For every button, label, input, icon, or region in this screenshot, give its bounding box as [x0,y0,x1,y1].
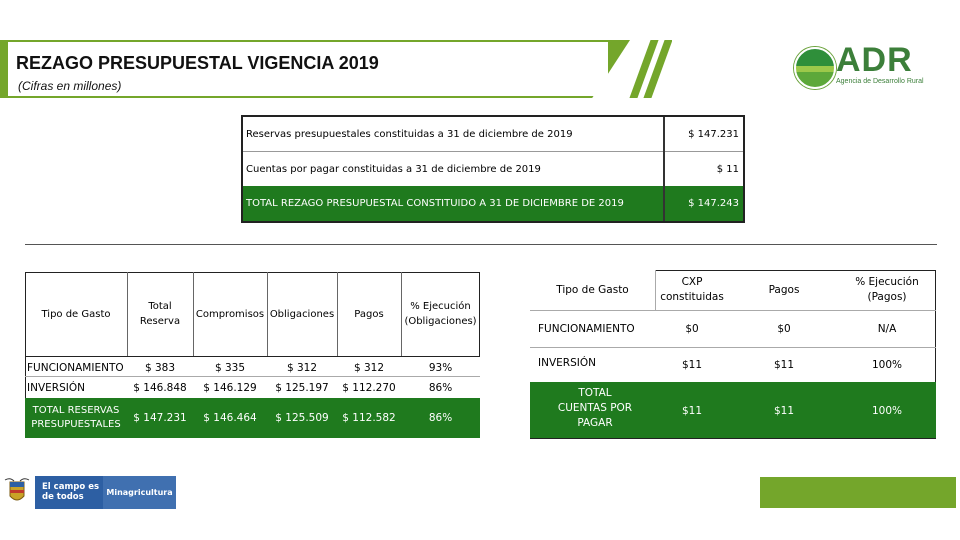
page-title: REZAGO PRESUPUESTAL VIGENCIA 2019 [16,53,379,73]
table-row-cell: FUNCIONAMIENTO [27,362,124,374]
total-row-cell: $11 [681,405,703,417]
footer-government-logo [2,476,176,509]
table-row-cell: INVERSIÓN [538,357,596,369]
table-row-cell: $ 312 [353,362,385,374]
summary-row-cuentas [243,152,743,186]
summary-value: $ 147.231 [688,128,739,140]
summary-label: TOTAL REZAGO PRESUPUESTAL CONSTITUIDO A 31 DE DICIEMBRE DE 2019 [246,198,624,209]
table-row-cell: $ 112.270 [342,382,396,394]
cxp-table [530,270,936,438]
col-header-total-reserva: Total Reserva [139,301,181,327]
summary-value: $ 11 [716,163,739,175]
campo-slogan: El campo es de todos [35,476,103,509]
table-row-cell: $11 [773,358,795,371]
reservas-table [25,272,480,438]
summary-table [241,115,745,223]
table-row-cell: $11 [681,358,703,371]
table-row-cell: $ 312 [286,362,318,374]
logo-tagline: Agencia de Desarrollo Rural [836,78,924,85]
total-row-cell: $11 [773,405,795,417]
total-row-cell: $ 146.464 [203,412,257,424]
logo-brand: ADR [836,41,913,79]
table-row-cell: $ 383 [144,362,176,374]
total-row-cell: 100% [871,405,903,417]
table-row-cell: $ 335 [214,362,246,374]
table-row-cell: 93% [428,362,453,374]
summary-value: $ 147.243 [688,198,739,209]
ministry-label: Minagricultura [103,476,176,509]
total-row-cell: $ 147.231 [133,412,187,424]
col-header-pagos: Pagos [354,308,384,320]
summary-row-reservas [243,117,743,151]
table-row-cell: $ 146.129 [203,382,257,394]
table-row-cell: FUNCIONAMIENTO [538,322,635,335]
cxp-col-header-constituidas: CXP constituidas [660,276,724,303]
coat-of-arms-icon [2,476,32,509]
col-header-ejecucion: % Ejecución (Obligaciones) [404,301,477,327]
summary-label: Cuentas por pagar constituidas a 31 de diciembre de 2019 [246,163,541,175]
table-row-cell: $0 [685,322,699,335]
total-row-cell: 86% [428,412,453,424]
table-row-cell: $ 146.848 [133,382,187,394]
footer-accent-bar [760,477,956,508]
summary-label: Reservas presupuestales constituidas a 31 de diciembre de 2019 [246,128,573,140]
cxp-col-header-tipo: Tipo de Gasto [556,283,629,296]
table-row-cell: N/A [877,322,897,335]
adr-logo [790,41,925,95]
col-header-tipo: Tipo de Gasto [41,308,111,320]
table-row-cell: $0 [777,322,791,335]
cxp-col-header-ejecucion: % Ejecución (Pagos) [855,276,919,303]
table-row-cell: 86% [428,382,453,394]
col-header-obligaciones: Obligaciones [269,308,335,320]
total-row-cell: $ 112.582 [342,412,396,424]
section-divider [25,244,937,245]
total-row-cell: $ 125.509 [275,412,329,424]
table-row-cell: 100% [871,358,903,371]
cxp-col-header-pagos: Pagos [768,283,800,296]
field-emblem-icon [794,47,836,89]
col-header-compromisos: Compromisos [195,308,265,320]
total-row-label: TOTAL RESERVAS PRESUPUESTALES [31,405,121,430]
page-subtitle: (Cifras en millones) [18,79,122,93]
table-row-cell: $ 125.197 [275,382,329,394]
table-row-cell: INVERSIÓN [27,382,85,394]
summary-row-total [243,186,743,221]
total-row-label: TOTAL CUENTAS POR PAGAR [557,387,633,429]
